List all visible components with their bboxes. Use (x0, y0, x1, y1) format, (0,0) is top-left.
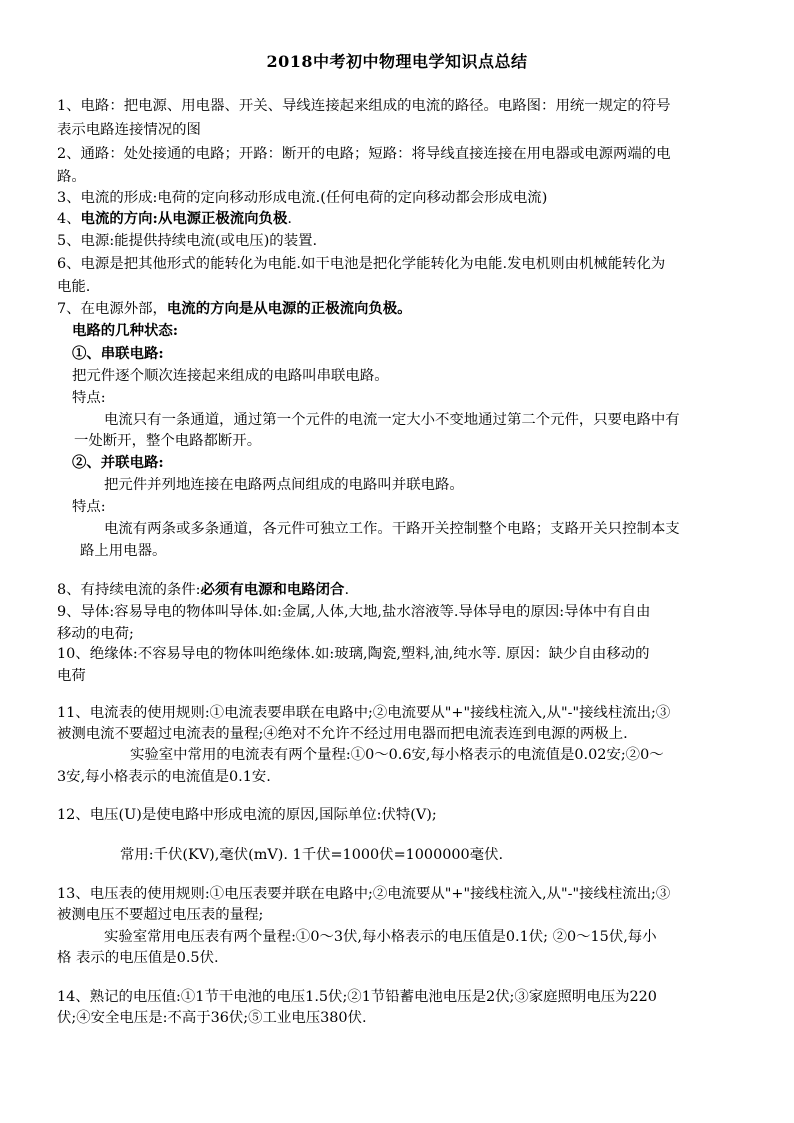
item-12-line-1: 12、电压(U)是使电路中形成电流的原因,国际单位:伏特(V); (57, 807, 437, 823)
series-features-label: 特点: (72, 390, 106, 406)
item-6-line-1: 6、电源是把其他形式的能转化为电能.如干电池是把化学能转化为电能.发电机则由机械能转化为 (57, 256, 666, 272)
item-4-prefix: 4、 (57, 211, 81, 227)
item-13-line-2: 被测电压不要超过电压表的量程; (57, 907, 264, 923)
item-13-line-1: 13、电压表的使用规则:①电压表要并联在电路中;②电流要从"+"接线柱流入,从"-"接线柱流出;③ (57, 886, 671, 902)
item-6-line-2: 电能. (57, 279, 91, 295)
parallel-features-line-2: 路上用电器。 (80, 543, 167, 559)
item-13-line-4: 格 表示的电压值是0.5伏. (57, 950, 219, 966)
page-title: 2018中考初中物理电学知识点总结 (266, 52, 528, 71)
item-11-line-4: 3安,每小格表示的电流值是0.1安. (57, 769, 271, 785)
item-4-bold: 电流的方向:从电源正极流向负极 (80, 210, 288, 227)
item-14-line-2: 伏;④安全电压是:不高于36伏;⑤工业电压380伏. (57, 1010, 367, 1026)
item-14-line-1: 14、熟记的电压值:①1节干电池的电压1.5伏;②1节铅蓄电池电压是2伏;③家庭照明电压为220 (57, 989, 657, 1005)
item-12-line-2: 常用:千伏(KV),毫伏(mV). 1千伏=1000伏=1000000毫伏. (120, 847, 504, 863)
item-5: 5、电源:能提供持续电流(或电压)的装置. (57, 233, 318, 249)
series-features-line-2: 一处断开，整个电路都断开。 (74, 433, 262, 449)
item-11-line-1: 11、电流表的使用规则:①电流表要串联在电路中;②电流要从"+"接线柱流入,从"-"接线柱流出;③ (57, 705, 671, 721)
item-8-suffix: . (344, 582, 350, 598)
item-7 (57, 300, 412, 318)
item-7-prefix: 7、在电源外部， (57, 301, 167, 317)
item-8-bold: 必须有电源和电路闭合 (200, 581, 345, 598)
item-9-line-1: 9、导体:容易导电的物体叫导体.如:金属,人体,大地,盐水溶液等.导体导电的原因:导体中有自由 (57, 604, 651, 620)
item-9-line-2: 移动的电荷; (57, 626, 134, 642)
item-4 (57, 210, 292, 228)
series-features-line-1: 电流只有一条通道，通过第一个元件的电流一定大小不变地通过第二个元件，只要电路中有 (104, 412, 680, 428)
item-7-bold: 电流的方向是从电源的正极流向负极。 (166, 300, 412, 317)
item-13-line-3: 实验室常用电压表有两个量程:①0～3伏,每小格表示的电压值是0.1伏; ②0～15伏,每小 (104, 929, 657, 945)
parallel-circuit-definition: 把元件并列地连接在电路两点间组成的电路叫并联电路。 (104, 477, 464, 493)
circuit-states-title: 电路的几种状态: (72, 322, 179, 339)
parallel-features-line-1: 电流有两条或多条通道，各元件可独立工作。干路开关控制整个电路；支路开关只控制本支 (104, 521, 680, 537)
parallel-features-label: 特点: (72, 499, 106, 515)
item-4-suffix: . (287, 211, 292, 227)
item-8-prefix: 8、有持续电流的条件: (57, 582, 201, 598)
series-circuit-title: ①、串联电路: (72, 345, 164, 362)
item-10-line-1: 10、绝缘体:不容易导电的物体叫绝缘体.如:玻璃,陶瓷,塑料,油,纯水等. 原因：缺少自由移动的 (57, 646, 650, 662)
item-3: 3、电流的形成:电荷的定向移动形成电流.(任何电荷的定向移动都会形成电流) (57, 190, 548, 206)
item-11-line-3: 实验室中常用的电流表有两个量程:①0～0.6安,每小格表示的电流值是0.02安;②0～ (130, 747, 664, 763)
parallel-circuit-title: ②、并联电路: (72, 454, 164, 471)
item-2-line-2: 路。 (57, 169, 86, 185)
item-2-line-1: 2、通路：处处接通的电路；开路：断开的电路；短路：将导线直接连接在用电器或电源两端的电 (57, 146, 671, 162)
item-1-line-2: 表示电路连接情况的图 (57, 122, 201, 138)
item-8 (57, 581, 349, 599)
item-1-line-1: 1、电路：把电源、用电器、开关、导线连接起来组成的电流的路径。电路图：用统一规定的符号 (57, 98, 671, 114)
item-10-line-2: 电荷 (57, 668, 86, 684)
series-circuit-definition: 把元件逐个顺次连接起来组成的电路叫串联电路。 (72, 368, 389, 384)
item-11-line-2: 被测电流不要超过电流表的量程;④绝对不允许不经过用电器而把电流表连到电源的两极上. (57, 726, 628, 742)
